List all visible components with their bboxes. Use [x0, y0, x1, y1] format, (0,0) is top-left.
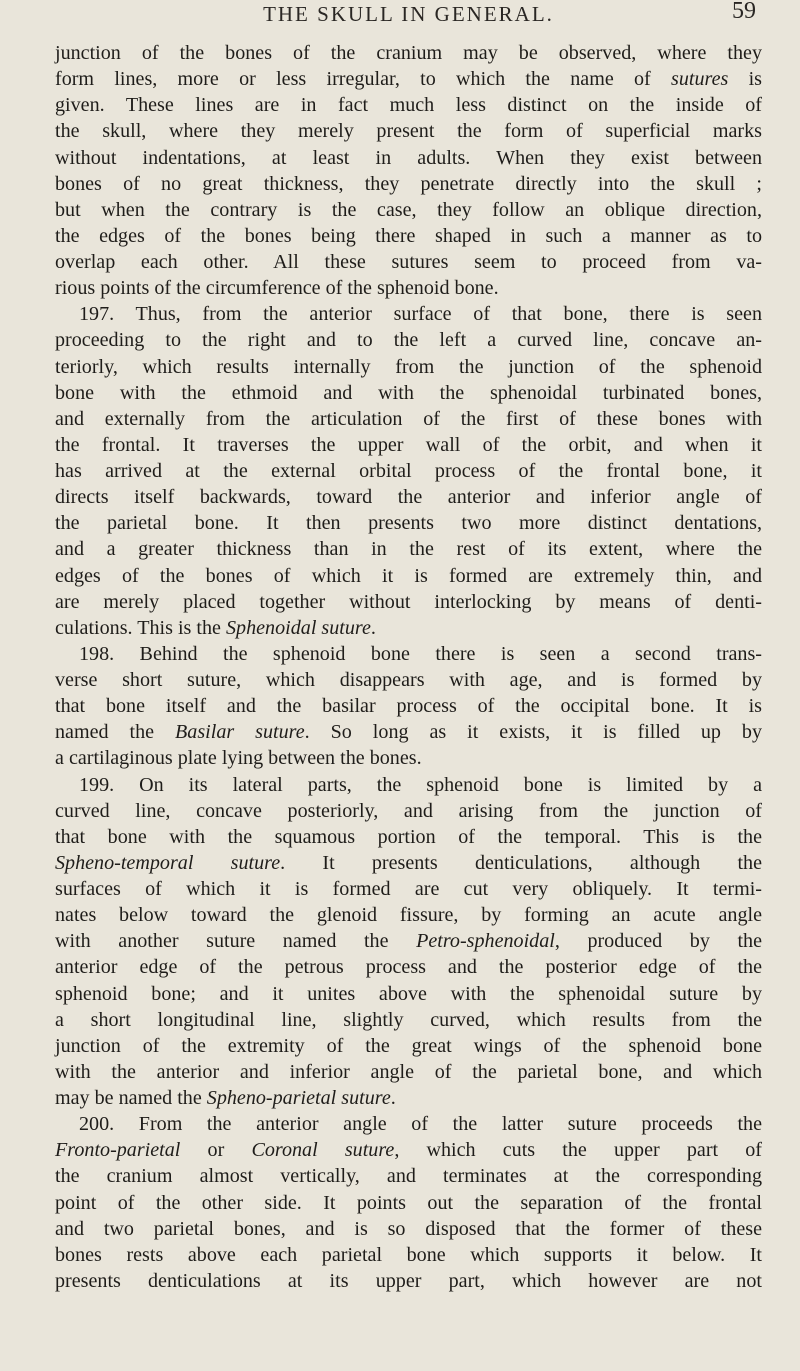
text-line: curved line, concave posteriorly, and arising from the junction of [55, 799, 762, 822]
text-line: culations. This is the Sphenoidal suture. [55, 616, 376, 639]
running-title: THE SKULL IN GENERAL. [263, 2, 554, 26]
text-line: overlap each other. All these sutures seem to proceed from va- [55, 251, 762, 273]
text-line: with the anterior and inferior angle of the parietal bone, and which [55, 1060, 762, 1083]
text-line: nates below toward the glenoid fissure, by forming an acute angle [55, 904, 762, 927]
text-line: bone with the ethmoid and with the sphenoidal turbinated bones, [55, 381, 762, 404]
paragraph-start-line: 200. From the anterior angle of the latter suture proceeds the [79, 1113, 762, 1136]
text-line: a short longitudinal line, slightly curved, which results from the [55, 1008, 762, 1031]
text-line: sphenoid bone; and it unites above with the sphenoidal suture by [55, 982, 762, 1005]
paragraph-start-line: 197. Thus, from the anterior surface of that bone, there is seen [79, 303, 762, 326]
text-line: with another suture named the Petro-sphenoidal, produced by the [55, 930, 762, 953]
text-line: Spheno-temporal suture. It presents denticulations, although the [55, 851, 762, 874]
text-line: given. These lines are in fact much less distinct on the inside of [55, 94, 762, 117]
text-line: bones rests above each parietal bone which supports it below. It [55, 1243, 762, 1266]
paragraph-start-line: 198. Behind the sphenoid bone there is seen a second trans- [79, 642, 762, 665]
text-line: presents denticulations at its upper part, which however are not [55, 1269, 762, 1292]
body-text [55, 40, 762, 1294]
text-line: junction of the extremity of the great wings of the sphenoid bone [55, 1034, 762, 1057]
text-line: that bone itself and the basilar process of the occipital bone. It is [55, 695, 762, 718]
text-line: directs itself backwards, toward the anterior and inferior angle of [55, 486, 762, 509]
text-line: named the Basilar suture. So long as it exists, it is filled up by [55, 721, 763, 744]
text-line: without indentations, at least in adults. When they exist between [55, 146, 762, 169]
paragraph-start-line: 199. On its lateral parts, the sphenoid bone is limited by a [79, 773, 762, 796]
page-number: 59 [732, 0, 756, 24]
text-line: surfaces of which it is formed are cut very obliquely. It termi- [55, 878, 762, 900]
text-line: are merely placed together without interlocking by means of denti- [55, 590, 762, 613]
text-line: has arrived at the external orbital process of the frontal bone, it [55, 460, 762, 482]
text-line: the edges of the bones being there shaped in such a manner as to [55, 224, 762, 247]
text-line: bones of no great thickness, they penetrate directly into the skull ; [55, 172, 762, 195]
text-line: the parietal bone. It then presents two more distinct dentations, [55, 512, 762, 535]
text-line: proceeding to the right and to the left a curved line, concave an- [55, 329, 762, 352]
text-line: the frontal. It traverses the upper wall of the orbit, and when it [55, 433, 762, 456]
text-line: a cartilaginous plate lying between the bones. [55, 747, 422, 770]
text-line: verse short suture, which disappears with age, and is formed by [55, 669, 762, 691]
text-line: point of the other side. It points out the separation of the frontal [55, 1191, 762, 1214]
text-line: and externally from the articulation of the first of these bones with [55, 407, 762, 430]
text-line: and two parietal bones, and is so disposed that the former of these [55, 1217, 762, 1240]
text-line: may be named the Spheno-parietal suture. [55, 1087, 396, 1109]
running-header [55, 0, 762, 40]
text-line: edges of the bones of which it is formed are extremely thin, and [55, 564, 762, 587]
text-line: junction of the bones of the cranium may be observed, where they [55, 42, 762, 64]
text-line: that bone with the squamous portion of the temporal. This is the [55, 825, 762, 848]
text-line: Fronto-parietal or Coronal suture, which cuts the upper part of [55, 1139, 762, 1162]
text-line: and a greater thickness than in the rest of its extent, where the [55, 538, 762, 561]
text-line: but when the contrary is the case, they follow an oblique direction, [55, 198, 762, 221]
text-line: anterior edge of the petrous process and the posterior edge of the [55, 956, 762, 979]
text-line: rious points of the circumference of the sphenoid bone. [55, 277, 499, 300]
text-line: the cranium almost vertically, and terminates at the corresponding [55, 1165, 762, 1188]
text-line: teriorly, which results internally from the junction of the sphenoid [55, 355, 762, 378]
text-line: the skull, where they merely present the form of superficial marks [55, 120, 762, 143]
text-line: form lines, more or less irregular, to which the name of sutures is [55, 68, 762, 91]
